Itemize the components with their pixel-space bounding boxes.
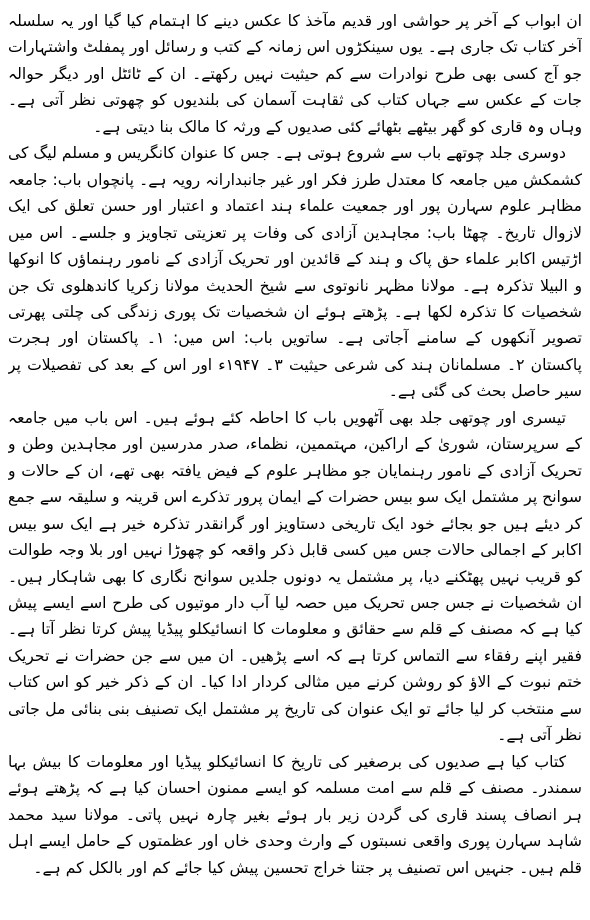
document-page [8, 8, 582, 914]
paragraph-2: دوسری جلد چوتھے باب سے شروع ہوتی ہے۔ جس کا عنوان کانگریس و مسلم لیگ کی کشمکش میں جامعہ کا معتدل طرز فکر اور غیر جانبدارانہ رویہ ہے۔ پانچواں باب: جامعہ مظاہر علوم سہارن پور اور جمعیت علماء ہند اعتماد و اعتبار اور حسن تعلق کی ایک لازوال تاریخ۔ چھٹا باب: مجاہدین آزادی کی وفات پر تعزیتی تجاویز و جلسے۔ اس میں اڑتیس اکابر علماء حق پاک و ہند کے قائدین اور تحریک آزادی کے نامور رہنماؤں کا انوکھا و البیلا تذکرہ ہے۔ مولانا مظہر نانوتوی سے شیخ الحدیث مولانا زکریا کاندھلوی تک جن شخصیات کا تذکرہ لکھا ہے۔ پڑھتے ہوئے ان شخصیات تک پوری زندگی کی چلتی پھرتی تصویر آنکھوں کے سامنے آجاتی ہے۔ ساتویں باب: اس میں: ۱۔ پاکستان اور ہجرت پاکستان ۲۔ مسلمانان ہند کی شرعی حیثیت ۳۔ ۱۹۴۷ء اور اس کے بعد کی تفصیلات پر سیر حاصل بحث کی گئی ہے۔ [8, 144, 582, 401]
paragraph-3: تیسری اور چوتھی جلد بھی آٹھویں باب کا احاطہ کئے ہوئے ہیں۔ اس باب میں جامعہ کے سرپرستان، شوریٰ کے اراکین، مہتممین، نظماء، صدر مدرسین اور مجاہدین وطن و تحریک آزادی کے نامور رہنمایان جو مظاہر علوم کے فیض یافتہ بھی تھے، ان کے حالات و سوانح پر مشتمل ایک سو بیس حضرات کے ایمان پرور تذکرے اس قرینہ و سلیقہ سے جمع کر دیئے ہیں جو بجائے خود ایک تاریخی دستاویز اور گرانقدر تذکرہ خیر ہے ایک سو بیس اکابر کے اجمالی حالات جس میں کسی قابل ذکر واقعہ کو چھوڑا نہیں اور بلا وجہ طوالت کو قریب نہیں پھٹکنے دیا، پر مشتمل یہ دونوں جلدیں سوانح نگاری کا بھی شاہکار ہیں۔ ان شخصیات نے جس جس تحریک میں حصہ لیا آب دار موتیوں کی طرح اسے ایسے پیش کیا ہے کہ مصنف کے قلم سے حقائق و معلومات کا انسائیکلو پیڈیا پیش کرتا نظر آتا ہے۔ فقیر اپنے رفقاء سے التماس کرتا ہے کہ اسے پڑھیں۔ ان میں سے جن حضرات نے تحریک ختم نبوت کے الاؤ کو روشن کرنے میں مثالی کردار ادا کیا۔ ان کے ذکر خیر کو اس کتاب سے منتخب کر لیا جائے تو ایک عنوان کی تاریخ پر مشتمل ایک تصنیف بنی بنائی مل جاتی نظر آتی ہے۔ [8, 408, 582, 745]
paragraph-1: ان ابواب کے آخر پر حواشی اور قدیم مآخذ کا عکس دینے کا اہتمام کیا گیا اور یہ سلسلہ آخر کتاب تک جاری ہے۔ یوں سینکڑوں اس زمانہ کے کتب و رسائل اور پمفلٹ واشتہارات جو آج کسی بھی طرح نوادرات سے کم حیثیت نہیں رکھتے۔ ان کے ٹائٹل اور دیگر حوالہ جات کے عکس سے جہاں کتاب کی ثقاہت آسمان کی بلندیوں کو چھوتی نظر آتی ہے۔ وہاں وہ قاری کو گھر بیٹھے بٹھائے کئی صدیوں کے ورثہ کا مالک بنا دیتی ہے۔ [8, 12, 582, 136]
paragraph-4: کتاب کیا ہے صدیوں کی برصغیر کی تاریخ کا انسائیکلو پیڈیا اور معلومات کا بیش بہا سمندر۔ مصنف کے قلم سے امت مسلمہ کو ایسے ممنون احسان کیا ہے کہ پڑھتے ہوئے ہر انصاف پسند قاری کی گردن زیر بار ہوئے بغیر چارہ نہیں پاتی۔ مولانا سید محمد شاہد سہارن پوری واقعی نسبتوں کے وارث وحدی خاں اور عظمتوں کے حامل ایسے اہل قلم ہیں۔ جنہیں اس تصنیف پر جتنا خراج تحسین پیش کیا جائے کم اور بالکل کم ہے۔ [8, 752, 582, 877]
